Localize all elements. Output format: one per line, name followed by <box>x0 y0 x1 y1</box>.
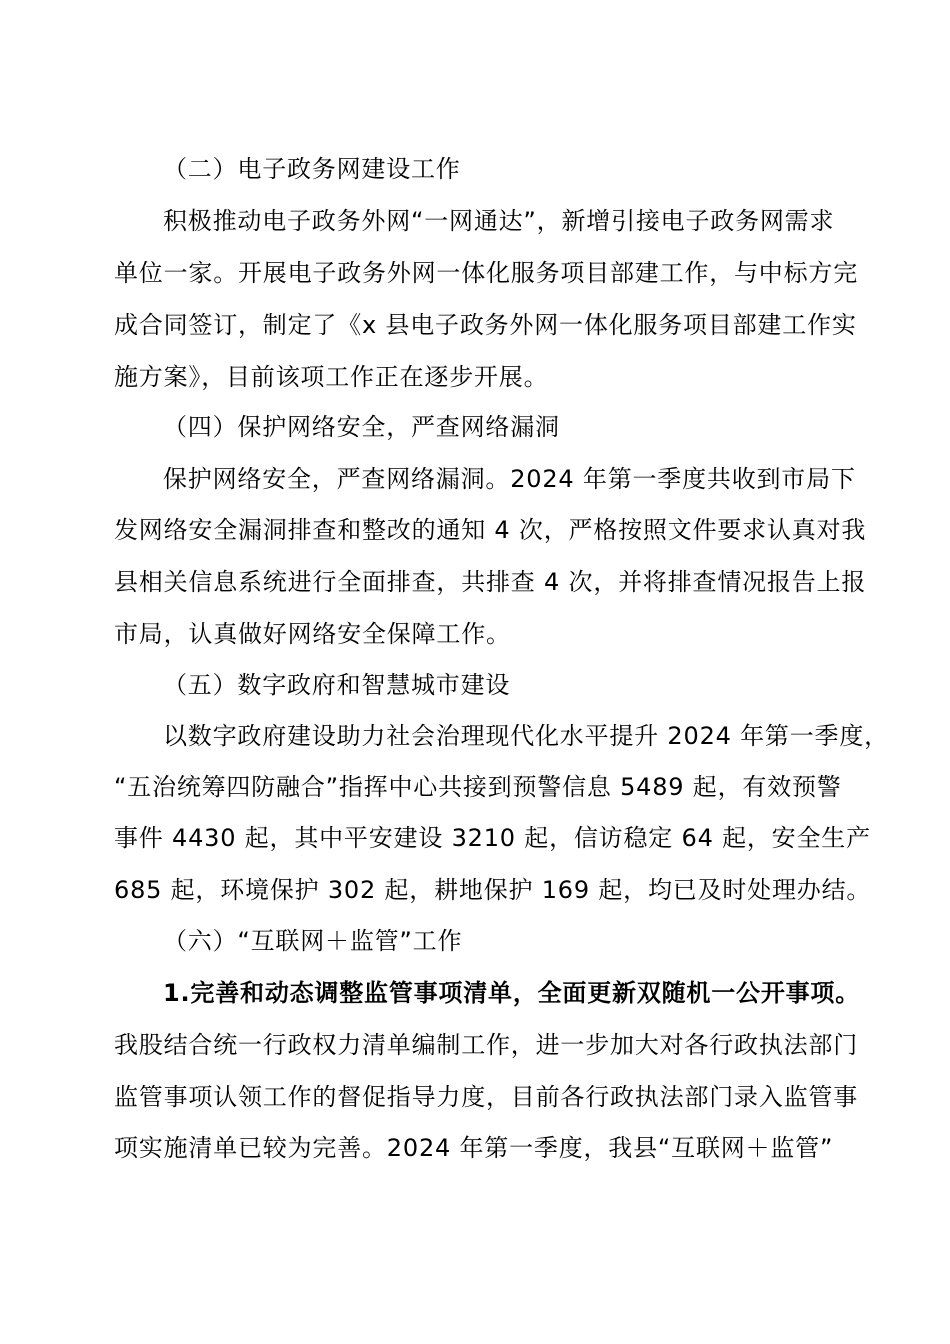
paragraph-line: 监管事项认领工作的督促指导力度，目前各行政执法部门录入监管事 <box>114 1083 858 1111</box>
paragraph-line: 我股结合统一行政权力清单编制工作，进一步加大对各行政执法部门 <box>114 1031 858 1059</box>
paragraph-line: 项实施清单已较为完善。2024 年第一季度，我县“互联网＋监管” <box>114 1134 834 1162</box>
paragraph-line: 保护网络安全，严查网络漏洞。2024 年第一季度共收到市局下 <box>163 465 856 493</box>
paragraph-line: 685 起，环境保护 302 起，耕地保护 169 起，均已及时处理办结。 <box>114 876 872 904</box>
subsection-heading-bold: 1.完善和动态调整监管事项清单，全面更新双随机一公开事项。 <box>163 979 861 1007</box>
paragraph-line: 事件 4430 起，其中平安建设 3210 起，信访稳定 64 起，安全生产 <box>114 824 871 852</box>
paragraph-line: 市局，认真做好网络安全保障工作。 <box>114 620 511 648</box>
paragraph-line: 县相关信息系统进行全面排查，共排查 4 次，并将排查情况报告上报 <box>114 568 867 596</box>
section-heading-5: （五）数字政府和智慧城市建设 <box>163 671 511 699</box>
paragraph-line: “五治统筹四防融合”指挥中心共接到预警信息 5489 起，有效预警 <box>114 773 842 801</box>
section-heading-4: （四）保护网络安全，严查网络漏洞 <box>163 413 560 441</box>
paragraph-line: 单位一家。开展电子政务外网一体化服务项目部建工作，与中标方完 <box>114 259 858 287</box>
section-heading-2: （二）电子政务网建设工作 <box>163 155 461 183</box>
paragraph-line: 发网络安全漏洞排查和整改的通知 4 次，严格按照文件要求认真对我 <box>114 516 867 544</box>
paragraph-line: 以数字政府建设助力社会治理现代化水平提升 2024 年第一季度， <box>163 722 889 750</box>
paragraph-line: 施方案》，目前该项工作正在逐步开展。 <box>114 363 549 391</box>
paragraph-line: 成合同签订，制定了《x 县电子政务外网一体化服务项目部建工作实 <box>114 311 857 339</box>
paragraph-line: 积极推动电子政务外网“一网通达”，新增引接电子政务网需求 <box>163 207 835 235</box>
section-heading-6: （六）“互联网＋监管”工作 <box>163 927 463 955</box>
